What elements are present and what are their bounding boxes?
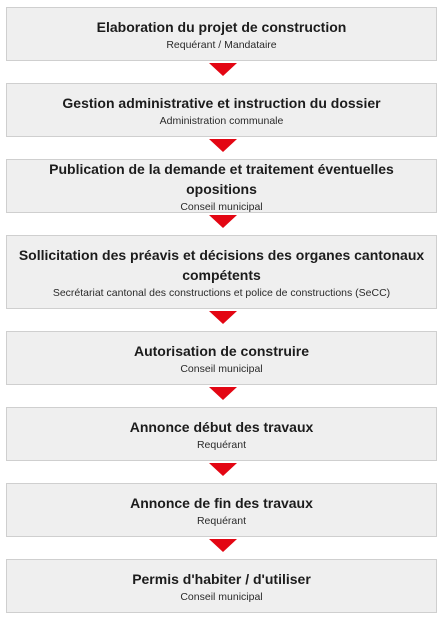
step-actor: Administration communale: [159, 114, 284, 127]
step-project-elaboration: [6, 7, 437, 61]
step-actor: Requérant: [196, 438, 247, 451]
step-title: Annonce de fin des travaux: [130, 494, 313, 511]
step-title: Autorisation de construire: [133, 342, 310, 359]
step-works-end: [6, 483, 437, 537]
step-title: Gestion administrative et instruction du dossier: [62, 94, 381, 111]
down-arrow-icon: [209, 463, 237, 476]
step-building-authorization: [6, 331, 437, 385]
down-arrow-icon: [209, 63, 237, 76]
step-title: Sollicitation des préavis et décisions des organes cantonaux compétents: [18, 246, 425, 283]
down-arrow-icon: [209, 139, 237, 152]
step-title: Permis d'habiter / d'utiliser: [132, 570, 311, 587]
step-administrative-management: [6, 83, 437, 137]
step-publication: [6, 159, 437, 213]
step-actor: Secrétariat cantonal des constructions et police de constructions (SeCC): [52, 286, 391, 299]
down-arrow-icon: [209, 387, 237, 400]
step-works-start: [6, 407, 437, 461]
step-cantonal-opinions: [6, 235, 437, 309]
step-title: Publication de la demande et traitement éventuelles opositions: [49, 160, 394, 197]
step-actor: Requérant: [196, 514, 247, 527]
down-arrow-icon: [209, 311, 237, 324]
step-title: Annonce début des travaux: [129, 418, 314, 435]
down-arrow-icon: [209, 539, 237, 552]
step-title: Elaboration du projet de construction: [96, 18, 347, 35]
down-arrow-icon: [209, 215, 237, 228]
step-actor: Requérant / Mandataire: [166, 38, 277, 51]
step-actor: Conseil municipal: [180, 590, 263, 603]
step-occupancy-permit: [6, 559, 437, 613]
step-actor: Conseil municipal: [180, 200, 263, 213]
step-actor: Conseil municipal: [180, 362, 263, 375]
